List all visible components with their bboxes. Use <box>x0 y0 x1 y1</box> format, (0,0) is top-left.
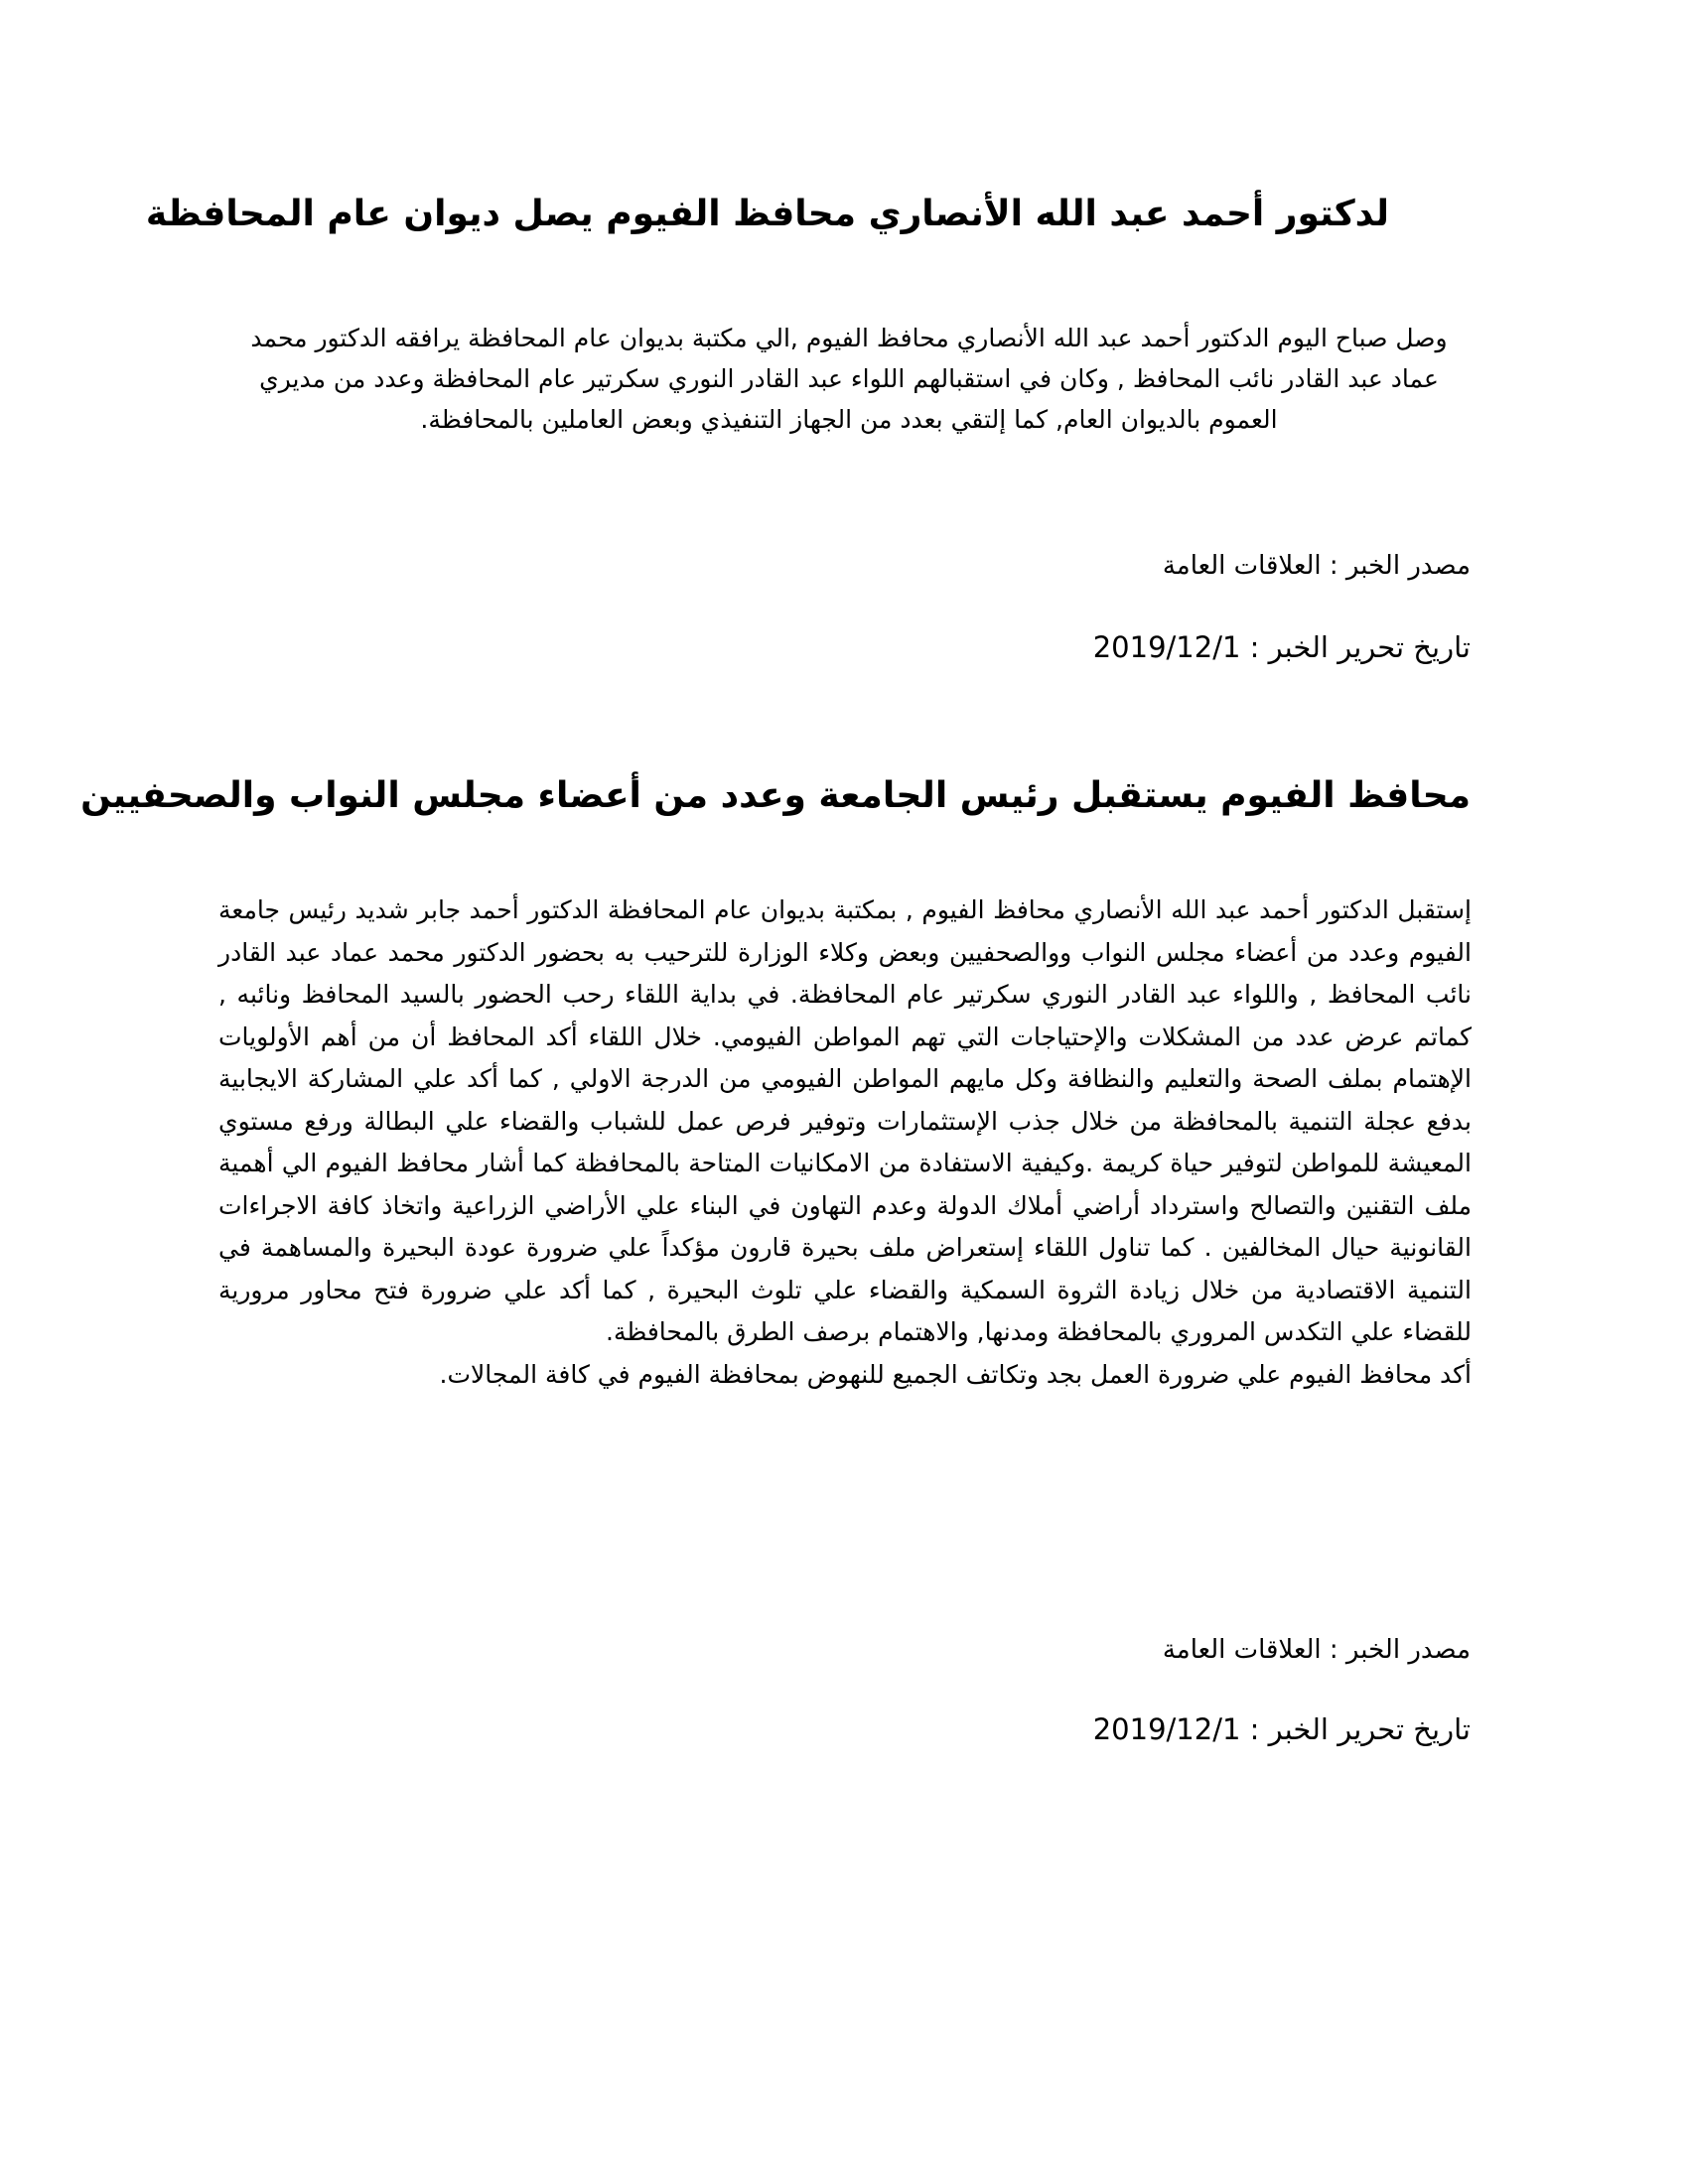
source-label: مصدر الخبر : <box>1329 551 1471 581</box>
article-2-title: محافظ الفيوم يستقبل رئيس الجامعة وعدد من أعضاء مجلس النواب والصحفيين <box>80 775 1471 816</box>
article-2-body <box>218 889 1472 1396</box>
article-1-body: وصل صباح اليوم الدكتور أحمد عبد الله الأنصاري محافظ الفيوم ,الي مكتبة بديوان عام المحافظة يرافقه الدكتور محمد عماد عبد القادر نائب المحافظ , وكان في استقبالهم اللواء عبد القادر النوري سكرتير عام المحافظة وعدد من مديري العموم بالديوان العام, كما إلتقي بعدد من الجهاز التنفيذي وبعض العاملين بالمحافظة. <box>250 324 1448 434</box>
source-label: مصدر الخبر : <box>1329 1635 1471 1665</box>
article-2-body-main: إستقبل الدكتور أحمد عبد الله الأنصاري محافظ الفيوم , بمكتبة بديوان عام المحافظة الدكتور أحمد جابر شديد رئيس جامعة الفيوم وعدد من أعضاء مجلس النواب ووالصحفيين وبعض وكلاء الوزارة للترحيب به بحضور الدكتور محمد عماد عبد القادر نائب المحافظ , واللواء عبد القادر النوري سكرتير عام المحافظة. في بداية اللقاء رحب الحضور بالسيد المحافظ ونائبه , كماتم عرض عدد من المشكلات والإحتياجات التي تهم المواطن الفيومي. خلال اللقاء أكد المحافظ أن من أهم الأولويات الإهتمام بملف الصحة والتعليم والنظافة وكل مايهم المواطن الفيومي من الدرجة الاولي , كما أكد علي المشاركة الايجابية بدفع عجلة التنمية بالمحافظة من خلال جذب الإستثمارات وتوفير فرص عمل للشباب والقضاء علي البطالة ورفع مستوي المعيشة للمواطن لتوفير حياة كريمة .وكيفية الاستفادة من الامكانيات المتاحة بالمحافظة كما أشار محافظ الفيوم الي أهمية ملف التقنين والتصالح واسترداد أراضي أملاك الدولة وعدم التهاون في البناء علي الأراضي الزراعية واتخاذ كافة الاجراءات القانونية حيال المخالفين . كما تناول اللقاء إستعراض ملف بحيرة قارون مؤكداً علي ضرورة عودة البحيرة والمساهمة في التنمية الاقتصادية من خلال زيادة الثروة السمكية والقضاء علي تلوث البحيرة , كما أكد علي ضرورة فتح محاور مرورية للقضاء علي التكدس المروري بالمحافظة ومدنها, والاهتمام برصف الطرق بالمحافظة. <box>218 895 1472 1346</box>
date-value: 2019/12/1 <box>1092 1712 1241 1746</box>
source-value: العلاقات العامة <box>1162 1635 1322 1665</box>
article-2-source <box>1163 1632 1471 1668</box>
date-value: 2019/12/1 <box>1092 630 1241 664</box>
article-1-source <box>1163 548 1471 584</box>
article-1-title: لدكتور أحمد عبد الله الأنصاري محافظ الفيوم يصل ديوان عام المحافظة <box>145 194 1389 234</box>
article-2-date <box>1093 1711 1471 1747</box>
article-1-date <box>1093 629 1471 665</box>
date-label: تاريخ تحرير الخبر : <box>1249 630 1471 664</box>
source-value: العلاقات العامة <box>1162 551 1322 581</box>
date-label: تاريخ تحرير الخبر : <box>1249 1712 1471 1746</box>
article-2-body-closing: أكد محافظ الفيوم علي ضرورة العمل بجد وتكاتف الجميع للنهوض بمحافظة الفيوم في كافة المجالات. <box>439 1359 1472 1389</box>
